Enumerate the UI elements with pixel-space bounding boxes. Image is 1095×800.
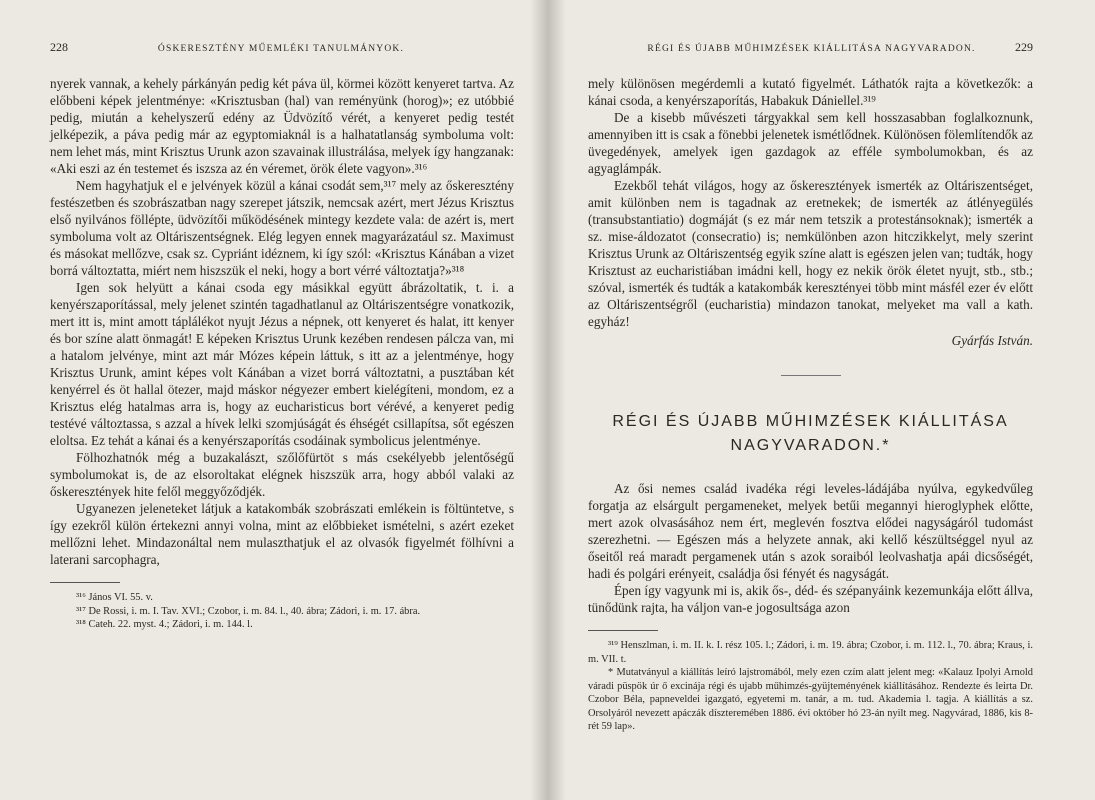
paragraph: Nem hagyhatjuk el e jelvények közül a kánai csodát sem,³¹⁷ mely az őskeresztény festészetben és szobrászatban nagy szerepet játszik, nemcsak azért, mert Jézus Krisztus első nyilvános föllépte, üdvözítői működésének mintegy kezdete vala: de azért is, mert symboluma volt az Oltáriszentségnek. Elég legyen ennek magyarázatául sz. Maximust és másokat mellőzve, csak sz. Cypriánt idéznem, ki így szól: «Krisztus Kánában a vizet borrá változtatta, miért nem hiszszük el neki, hogy a bort vérré változtatja?»³¹⁸ (50, 178, 514, 278)
right-body-text (588, 75, 1033, 616)
footnote: * Mutatványul a kiállítás leíró lajstromából, mely ezen czím alatt jelent meg: «Kalauz Ipolyi Arnold váradi püspök úr ő excinája régi és ujabb műhimzés-gyüjteményének kiállításához. Rendezte és leirta Dr. Czobor Béla, papneveldei igazgató, egyetemi m. tanár, a m. tud. Akademia l. tagja. A kiállítás a sz. Orsolyáról nevezett apáczák díszteremében 1886. évi október hó 23-án nyilt meg. Nagyvárad, 1886, kis 8-rét 59 lap». (588, 667, 1033, 732)
paragraph: nyerek vannak, a kehely párkányán pedig két páva ül, körmei között kenyeret tartva. Az előbbeni képek jelentménye: «Krisztusban (hal) van reményünk (horog)»; ez utóbbié pedig, miután a kehelyszerű edény az Üdvözítő vérét, a kenyeret pedig testét jelképezik, a páva pedig már az egyptomiaknál is a halhatatlanság symboluma volt: nem lehet más, mint Krisztus Urunk azon szavainak illustrálása, melyek így hangzanak: «Aki eszi az én testemet és iszsza az én véremet, örök élete vagyon».³¹⁶ (50, 76, 514, 176)
footnote: ³¹⁶ János VI. 55. v. (76, 592, 153, 603)
left-footnotes (50, 591, 514, 632)
left-body-text (50, 75, 514, 568)
footnote-rule (588, 630, 658, 631)
paragraph: Fölhozhatnók még a buzakalászt, szőlőfürtöt s más csekélyebb jelentőségű symbolumokat is, de az elsoroltakat elégnek hiszszük arra, hogy abból valaki az őskeresztények hite felől meggyőződjék. (50, 450, 514, 499)
paragraph: De a kisebb művészeti tárgyakkal sem kell hosszasabban foglalkoznunk, amennyiben itt is csak a fönebbi jelenetek ismétlődnek. Különösen fölemlítendők az üvegedények, amelyek igen gazdagok az efféle symbolumokban, és az agyaglámpák. (588, 110, 1033, 176)
footnote: ³¹⁷ De Rossi, i. m. I. Tav. XVI.; Czobor, i. m. 84. l., 40. ábra; Zádori, i. m. 17. ábra. (76, 605, 421, 617)
right-page (548, 0, 1095, 800)
footnote: ³¹⁸ Cateh. 22. myst. 4.; Zádori, i. m. 144. l. (76, 619, 253, 630)
running-head-title: ÓSKERESZTÉNY MŰEMLÉKI TANULMÁNYOK. (157, 44, 405, 54)
paragraph: Ezekből tehát világos, hogy az őskeresztények ismerték az Oltáriszentséget, amit különben nem is tagadnak az eretnekek; de ismerték az átlényegülés (transubstantiatio) dogmáját (s ez már nem tetszik a protestánsoknak); ismerték a sz. mise-áldozatot (consecratio) is; nemkülönben azon hitczikkelyt, mely szerint Krisztus Urunk az Oltáriszentség egyik színe alatt is egészen jelen van; tudták, hogy Krisztust az eucharistiában imádni kell, hogy ez nekik örök életet nyujt, stb., stb.; szóval, ismerték és tudták a katakombák keresztényei több mint másfél ezer év előtt az Oltáriszentségről (eucharistia) mindazon tanokat, melyeket ma vall a kath. egyház! (588, 178, 1033, 329)
section-title: RÉGI ÉS ÚJABB MŰHIMZÉSEK KIÁLLITÁSA NAGYVARADON.* (612, 413, 1009, 454)
running-header (50, 40, 514, 55)
running-header (588, 40, 1033, 55)
paragraph: Ugyanezen jeleneteket látjuk a katakombák szobrászati emlékein is föltüntetve, s így ezekről külön értekezni annyi volna, mint az előbbieket ismételni, s azért ezeket mellőzni lehet. Mindazonáltal nem mulaszthatjuk el az olvasók figyelmét fölhívni a laterani sarcophagra, (50, 501, 514, 567)
section-separator (781, 375, 841, 376)
right-footnotes (588, 639, 1033, 734)
page-number: 228 (50, 40, 68, 54)
footnote: ³¹⁹ Henszlman, i. m. II. k. I. rész 105. l.; Zádori, i. m. 19. ábra; Czobor, i. m. 112. l., 70. ábra; Kraus, i. m. VII. t. (588, 640, 1033, 665)
paragraph: Az ősi nemes család ivadéka régi leveles-ládájába nyúlva, egykedvűleg forgatja az elsárgult pergameneket, melyek betűi megannyi hieroglyphek előtte, mert azok olvasásához nem ért, meglevén fosztva elődei nagyságáról tudomást szerezhetni. — Egészen más a helyzete annak, aki kellő készültséggel nyul az őseitől reá maradt pergamenek után s azok soraiból leolvashatja apái dicsőségét, hadi és polgári erényeit, családja ősi fényét és nagyságát. (588, 481, 1033, 581)
paragraph: Épen így vagyunk mi is, akik ős-, déd- és szépanyáink kezemunkája előtt állva, tünődünk rajta, ha váljon van-e jogosultsága azon (588, 583, 1033, 615)
paragraph: mely különösen megérdemli a kutató figyelmét. Láthatók rajta a következők: a kánai csoda, a kenyérszaporítás, Habakuk Dániellel.³¹⁹ (588, 76, 1033, 108)
running-head-title: RÉGI ÉS ÚJABB MŰHIMZÉSEK KIÁLLITÁSA NAGYVARADON. (647, 44, 976, 54)
author-signature: Gyárfás István. (951, 333, 1033, 348)
paragraph: Igen sok helyütt a kánai csoda egy másikkal együtt ábrázoltatik, t. i. a kenyérszaporítással, mely jelenet szintén tagadhatlanul az Oltáriszentségre vonatkozik, mert itt is, mint amott táplálékot nyujt Jézus a népnek, ott kenyeret és halat, itt kenyer és bor színe alatt önmagát! E képeken Krisztus Urunk kezében rendesen pálcza van, mi a hatalom jelvénye, mint azt már Mózes képein láttuk, s itt az a jelentménye, hogy Krisztus Urunk, amint képes volt Kánában a vizet borrá változtatni, a pusztában két kenyérrel és öt hallal ötezer, majd máskor négyezer embert kielégíteni, mondom, ez a Krisztus elég hatalmas arra is, hogy az eucharisticus bort vérévé, a kenyeret pedig testévé változtassa, s azzal a hívek lelki szomjúságát és éhségét csillapítsa, sőt egészen eloltsa. Ez tehát a kánai és a kenyérszaporítás csodáinak symbolicus jelentménye. (50, 280, 514, 448)
page-number: 229 (1015, 40, 1033, 54)
footnote-rule (50, 582, 120, 583)
